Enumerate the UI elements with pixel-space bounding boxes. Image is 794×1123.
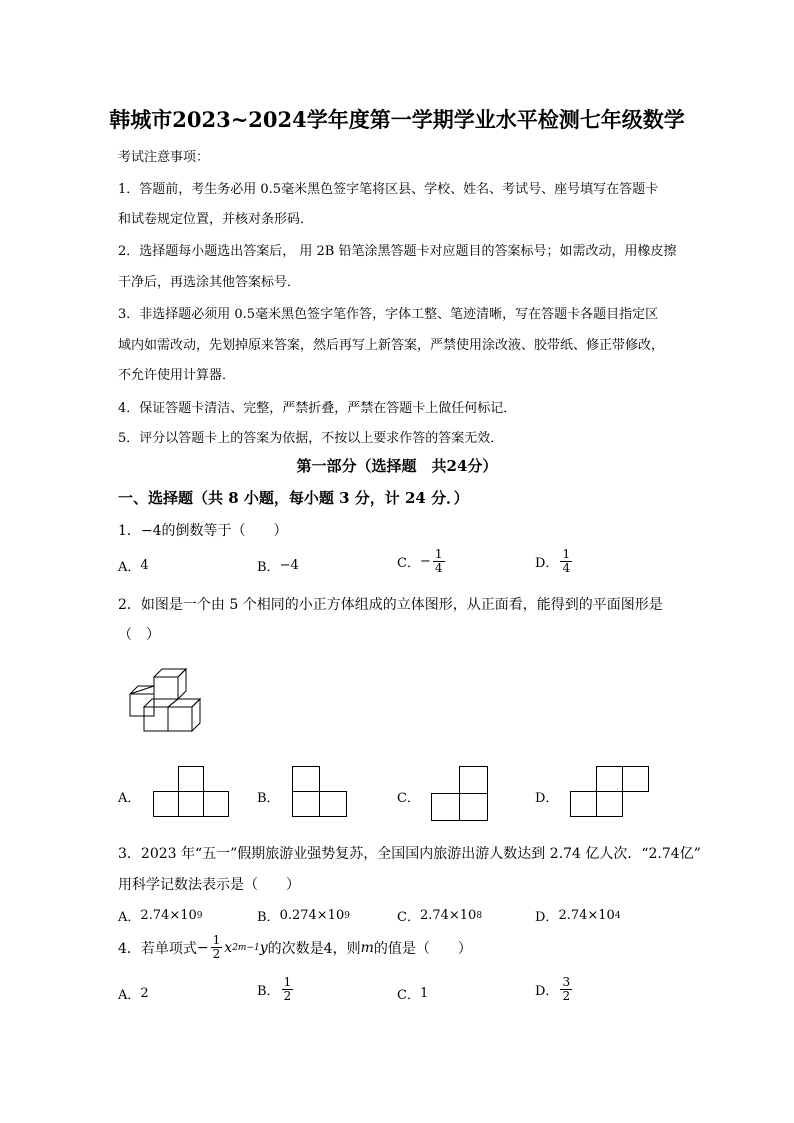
option-value: 4 bbox=[140, 558, 149, 573]
fraction-denominator: 2 bbox=[212, 947, 221, 961]
q4-option-b bbox=[257, 976, 295, 1003]
fraction-numerator: 1 bbox=[434, 547, 443, 561]
notice-line: 不允许使用计算器． bbox=[118, 368, 236, 383]
q2-option-c-figure bbox=[430, 765, 490, 823]
option-sign: − bbox=[419, 554, 431, 569]
page-title: 韩城市2023~2024学年度第一学期学业水平检测七年级数学 bbox=[109, 107, 685, 132]
notice-line: 和试卷规定位置，并核对条形码． bbox=[118, 212, 314, 227]
q4-text-pre: 4．若单项式 bbox=[118, 940, 197, 957]
option-exponent: 9 bbox=[344, 910, 350, 921]
fraction-numerator: 1 bbox=[212, 933, 221, 947]
fraction-numerator: 3 bbox=[562, 975, 571, 989]
question-2-paren: （ ） bbox=[118, 627, 160, 643]
question-3-text: 3．2023 年“五一”假期旅游业强势复苏，全国国内旅游出游人数达到 2.74 亿人次．“2.74亿” bbox=[118, 846, 701, 862]
option-value: 2.74×10 bbox=[558, 908, 615, 923]
option-label: A． bbox=[118, 988, 141, 1003]
notice-line: 2．选择题每小题选出答案后， 用 2B 铅笔涂黑答题卡对应题目的答案标号；如需改动，用橡皮擦 bbox=[118, 244, 677, 259]
notice-line: 干净后，再选涂其他答案标号． bbox=[118, 275, 301, 290]
option-value: −4 bbox=[279, 558, 299, 573]
notice-line: 5．评分以答题卡上的答案为依据，不按以上要求作答的答案无效． bbox=[118, 431, 504, 446]
q3-option-a bbox=[118, 906, 203, 925]
notice-heading: 考试注意事项： bbox=[118, 150, 210, 165]
option-label: D． bbox=[535, 984, 559, 999]
fraction-denominator: 2 bbox=[562, 989, 571, 1003]
option-value: 2.74×10 bbox=[140, 908, 197, 923]
option-label: C． bbox=[397, 988, 420, 1003]
option-label: B． bbox=[257, 560, 280, 575]
option-label: B． bbox=[257, 984, 280, 999]
q3-option-d bbox=[535, 906, 621, 925]
q4-text-post: 的次数是4，则 bbox=[267, 940, 361, 957]
question-4-text bbox=[118, 934, 472, 961]
option-exponent: 9 bbox=[196, 910, 203, 921]
fraction-numerator: 1 bbox=[283, 975, 292, 989]
fraction-denominator: 4 bbox=[434, 561, 443, 575]
part-heading: 一、选择题（共 8 小题，每小题 3 分，计 24 分．） bbox=[118, 489, 469, 507]
fraction-denominator: 4 bbox=[562, 561, 571, 575]
q2-option-c-label: C． bbox=[397, 791, 420, 806]
option-exponent: 8 bbox=[476, 910, 483, 921]
q2-option-d-label: D． bbox=[535, 791, 559, 806]
option-label: A． bbox=[118, 560, 141, 575]
option-label: D． bbox=[535, 910, 559, 925]
q1-option-c bbox=[397, 548, 447, 575]
fraction bbox=[433, 548, 445, 575]
q4-exponent: 2m−1 bbox=[232, 942, 260, 953]
q2-option-a-figure bbox=[152, 765, 230, 819]
q4-coef-sign: − bbox=[196, 939, 209, 956]
q4-text-end: 的值是（ ） bbox=[373, 940, 472, 957]
fraction bbox=[211, 934, 223, 961]
q2-option-b-figure bbox=[291, 765, 347, 819]
q3-option-c bbox=[397, 906, 482, 925]
option-value: 1 bbox=[419, 986, 429, 1001]
notice-line: 域内如需改动，先划掉原来答案，然后再写上新答案，严禁使用涂改液、胶带纸、修正带修改， bbox=[118, 338, 665, 353]
notice-line: 4．保证答题卡清洁、完整，严禁折叠，严禁在答题卡上做任何标记． bbox=[118, 401, 517, 416]
q3-option-b bbox=[257, 906, 350, 925]
question-2-text: 2．如图是一个由 5 个相同的小正方体组成的立体图形，从正面看，能得到的平面图形是 bbox=[118, 597, 663, 613]
cube-solid-figure bbox=[126, 664, 208, 736]
q1-option-d bbox=[535, 548, 574, 575]
option-label: B． bbox=[257, 910, 280, 925]
q4-option-c bbox=[397, 984, 428, 1003]
option-value: 2.74×10 bbox=[419, 908, 477, 923]
option-value: 0.274×10 bbox=[279, 908, 345, 923]
q4-var-m: m bbox=[360, 939, 374, 956]
q4-option-d bbox=[535, 976, 574, 1003]
notice-line: 1．答题前，考生务必用 0.5毫米黑色签字笔将区县、学校、姓名、考试号、座号填写在答题卡 bbox=[118, 182, 659, 197]
question-3-text-2: 用科学记数法表示是（ ） bbox=[118, 877, 300, 893]
q2-option-b-label: B． bbox=[257, 791, 280, 806]
q1-option-b bbox=[257, 556, 299, 575]
notice-line: 3．非选择题必须用 0.5毫米黑色签字笔作答，字体工整、笔迹清晰，写在答题卡各题目指定区 bbox=[118, 307, 659, 322]
fraction-denominator: 2 bbox=[283, 989, 292, 1003]
q1-option-a bbox=[118, 556, 149, 575]
q2-option-a-label: A． bbox=[118, 791, 141, 806]
question-1-text: 1．−4的倒数等于（ ） bbox=[118, 523, 288, 539]
q4-var-x: x bbox=[224, 939, 233, 956]
option-exponent: 4 bbox=[614, 910, 621, 921]
fraction bbox=[560, 976, 572, 1003]
q4-var-y: y bbox=[259, 939, 268, 956]
fraction bbox=[560, 548, 572, 575]
q4-option-a bbox=[118, 984, 149, 1003]
option-label: C． bbox=[397, 556, 420, 571]
option-value: 2 bbox=[140, 986, 149, 1001]
q2-option-d-figure bbox=[569, 765, 651, 819]
section-heading: 第一部分（选择题 共24分） bbox=[296, 457, 498, 475]
fraction-numerator: 1 bbox=[562, 547, 571, 561]
fraction bbox=[282, 976, 294, 1003]
option-label: D． bbox=[535, 556, 559, 571]
option-label: A． bbox=[118, 910, 141, 925]
option-label: C． bbox=[397, 910, 420, 925]
